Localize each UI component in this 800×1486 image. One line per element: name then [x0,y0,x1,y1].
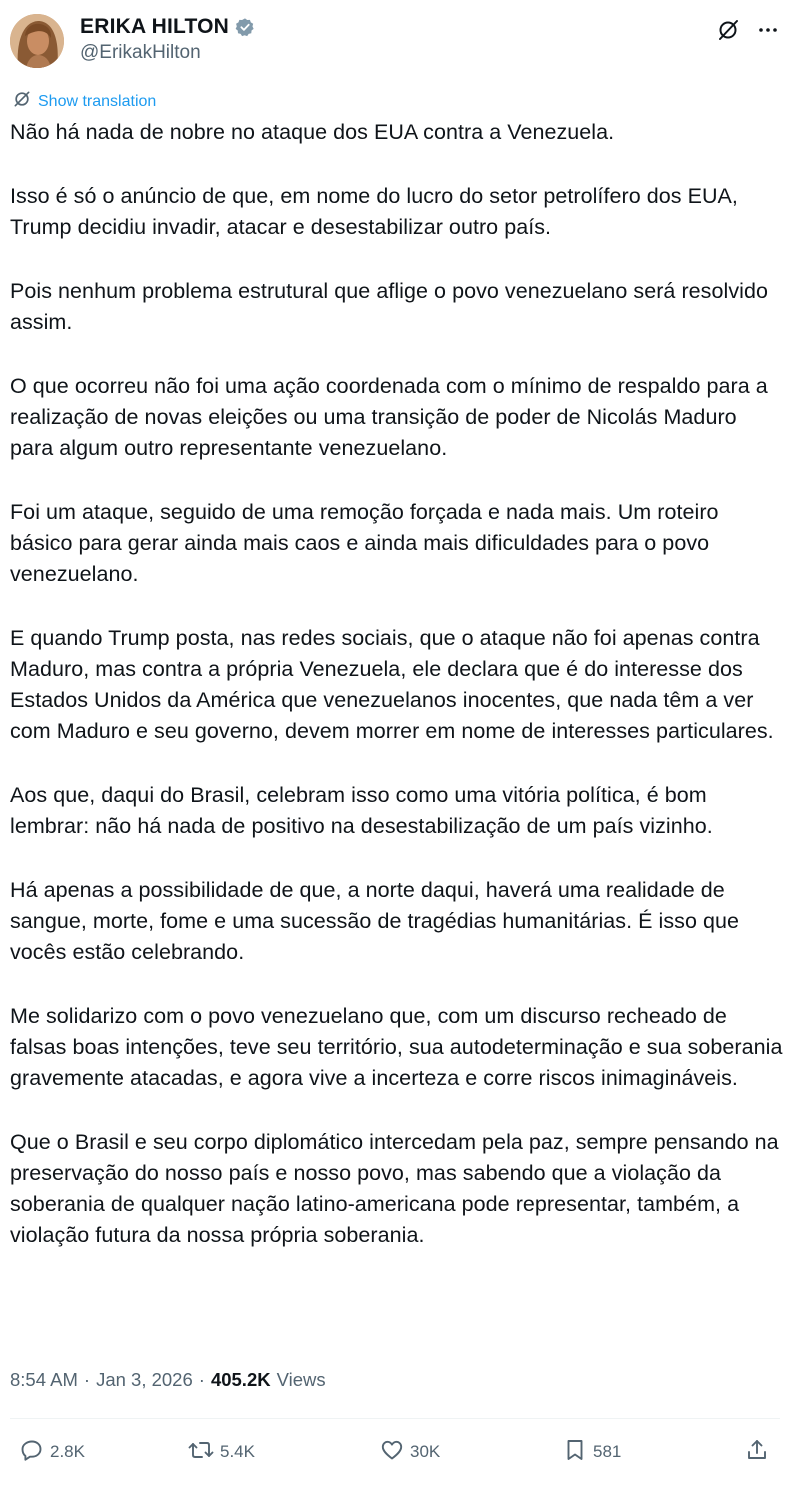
show-translation-link[interactable] [12,89,156,114]
divider [10,1418,780,1419]
tweet-paragraph: Me solidarizo com o povo venezuelano que, com um discurso recheado de falsas boas intenções, teve seu território, sua autodeterminação e sua soberania gravemente atacadas, e agora vive a incerteza e corre riscos inimagináveis. [10,1004,783,1090]
author-info [80,14,255,64]
tweet-date[interactable]: Jan 3, 2026 [96,1369,193,1390]
tweet-header [10,10,790,74]
tweet-paragraph: E quando Trump posta, nas redes sociais, que o ataque não foi apenas contra Maduro, mas contra a própria Venezuela, ele declara que é do interesse dos Estados Unidos da América que venezuelanos inocentes, que nada têm a ver com Maduro e seu governo, devem morrer em nome de interesses particulares. [10,626,774,743]
like-button[interactable] [380,1434,440,1470]
more-options-icon[interactable] [756,18,780,42]
tweet-meta [10,1369,326,1391]
avatar[interactable] [10,14,64,68]
like-count: 30K [410,1442,441,1461]
bookmark-count: 581 [593,1442,622,1461]
user-handle[interactable]: @ErikakHilton [80,42,201,63]
verified-badge-icon [235,17,255,37]
grok-icon[interactable] [716,18,740,42]
reply-icon [20,1438,44,1467]
tweet-paragraph: Não há nada de nobre no ataque dos EUA contra a Venezuela. [10,120,615,144]
bookmark-icon [563,1438,587,1467]
tweet-paragraph: Foi um ataque, seguido de uma remoção forçada e nada mais. Um roteiro básico para gerar ainda mais caos e ainda mais dificuldades para o povo venezuelano. [10,500,719,586]
views-label: Views [276,1369,326,1390]
share-icon [745,1438,769,1467]
tweet-paragraph: Pois nenhum problema estrutural que aflige o povo venezuelano será resolvido assim. [10,279,768,334]
translate-icon [12,89,32,114]
tweet-paragraph: Aos que, daqui do Brasil, celebram isso como uma vitória política, é bom lembrar: não há nada de positivo na desestabilização de um país vizinho. [10,783,713,838]
display-name[interactable]: ERIKA HILTON [80,15,230,38]
tweet-paragraph: O que ocorreu não foi uma ação coordenada com o mínimo de respaldo para a realização de novas eleições ou uma transição de poder de Nicolás Maduro para algum outro representante venezuelano. [10,374,768,460]
meta-separator: · [198,1369,205,1390]
header-actions [716,18,780,42]
views-count: 405.2K [210,1369,271,1390]
share-button[interactable] [745,1434,769,1470]
tweet-paragraph: Há apenas a possibilidade de que, a norte daqui, haverá uma realidade de sangue, morte, fome e uma sucessão de tragédias humanitárias. É isso que vocês estão celebrando. [10,878,740,964]
meta-separator: · [83,1369,91,1390]
repost-count: 5.4K [220,1442,255,1461]
action-bar [10,1434,780,1474]
tweet-text [10,117,785,1284]
tweet-paragraph: Que o Brasil e seu corpo diplomático intercedam pela paz, sempre pensando na preservação do nosso país e nosso povo, mas sabendo que a violação da soberania de qualquer nação latino-americana pode representar, também, a violação futura da nossa própria soberania. [10,1130,779,1247]
repost-icon [188,1438,214,1467]
heart-icon [380,1438,404,1467]
show-translation-label: Show translation [38,92,157,110]
reply-button[interactable] [20,1434,85,1470]
reply-count: 2.8K [50,1442,85,1461]
tweet-paragraph: Isso é só o anúncio de que, em nome do lucro do setor petrolífero dos EUA, Trump decidiu invadir, atacar e desestabilizar outro país. [10,184,738,239]
tweet-time[interactable]: 8:54 AM [10,1369,78,1390]
repost-button[interactable] [188,1434,255,1470]
bookmark-button[interactable] [563,1434,621,1470]
